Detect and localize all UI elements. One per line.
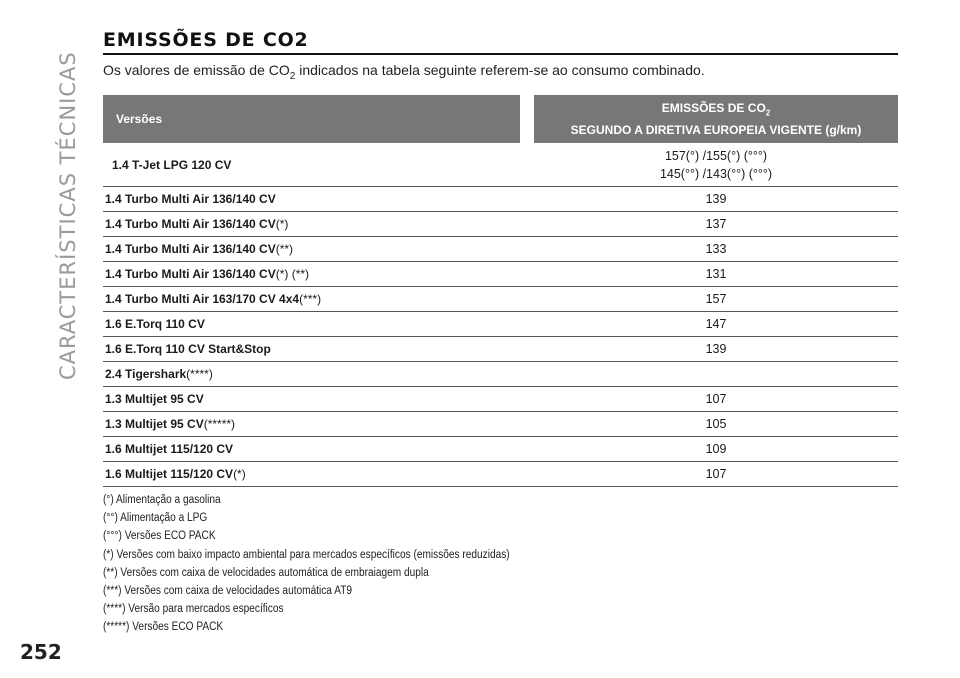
emission-cell — [520, 265, 898, 283]
header-emissions-line1 — [662, 100, 770, 121]
emission-cell — [520, 290, 898, 308]
version-name: 1.4 Turbo Multi Air 136/140 CV — [105, 267, 276, 281]
version-name: 1.6 Multijet 115/120 CV — [105, 467, 234, 481]
emission-cell — [520, 215, 898, 233]
emission-value: 107 — [705, 467, 727, 481]
emission-cell — [520, 190, 898, 208]
version-cell — [103, 417, 520, 431]
emission-cell — [520, 240, 898, 258]
version-cell — [103, 367, 520, 381]
version-note: (*) — [275, 217, 289, 231]
version-cell — [103, 392, 520, 406]
table-row — [103, 312, 898, 337]
emission-cell — [520, 390, 898, 408]
emission-value: 137 — [705, 217, 727, 231]
emission-value: 133 — [705, 242, 727, 256]
footnote: (°°°) Versões ECO PACK — [103, 530, 216, 543]
version-name: 1.4 Turbo Multi Air 136/140 CV — [105, 242, 276, 256]
version-cell — [103, 158, 520, 172]
emission-cell — [520, 315, 898, 333]
emission-value: 131 — [705, 267, 727, 281]
version-cell — [103, 192, 520, 206]
emission-cell — [520, 147, 898, 183]
header-emissions-line2: SEGUNDO A DIRETIVA EUROPEIA VIGENTE (g/km) — [570, 122, 862, 137]
version-name: 1.4 Turbo Multi Air 163/170 CV 4x4 — [105, 292, 300, 306]
version-cell — [103, 292, 520, 306]
table-row — [103, 362, 898, 387]
emission-value: 157(°) /155(°) (°°°) — [664, 148, 768, 163]
version-name: 1.3 Multijet 95 CV — [105, 392, 204, 406]
table-row — [103, 187, 898, 212]
version-cell — [103, 342, 520, 356]
table-body — [103, 143, 898, 487]
version-name: 1.6 E.Torq 110 CV Start&Stop — [105, 342, 271, 356]
emission-cell — [520, 340, 898, 358]
page-content — [103, 30, 898, 637]
intro-text — [103, 60, 898, 80]
version-note: (***) — [299, 292, 322, 306]
table-row — [103, 287, 898, 312]
version-cell — [103, 442, 520, 456]
table-row — [103, 412, 898, 437]
emission-value-2: 145(°°) /143(°°) (°°°) — [659, 166, 773, 181]
table-row — [103, 387, 898, 412]
version-note: (*) — [233, 467, 246, 481]
table-row — [103, 143, 898, 187]
emission-value: 139 — [705, 342, 727, 356]
chapter-side-title: CARACTERÍSTICAS TÉCNICAS — [56, 51, 80, 380]
version-cell — [103, 467, 520, 481]
version-note: (*****) — [203, 417, 236, 431]
version-name: 2.4 Tigershark — [105, 367, 187, 381]
version-cell — [103, 242, 520, 256]
emission-value: 147 — [705, 317, 727, 331]
version-cell — [103, 267, 520, 281]
footnote: (*) Versões com baixo impacto ambiental para mercados específicos (emissões reduzidas) — [103, 548, 510, 561]
footnote: (°°) Alimentação a LPG — [103, 512, 208, 525]
header-versions: Versões — [103, 95, 520, 143]
version-note: (****) — [186, 367, 213, 381]
header-emissions — [534, 95, 898, 143]
version-name: 1.4 T-Jet LPG 120 CV — [112, 157, 232, 172]
table-row — [103, 237, 898, 262]
version-cell — [103, 317, 520, 331]
version-name: 1.4 Turbo Multi Air 136/140 CV — [105, 217, 276, 231]
intro-text-subscript: 2 — [289, 70, 296, 82]
emission-value: 139 — [705, 192, 727, 206]
table-row — [103, 337, 898, 362]
table-row — [103, 212, 898, 237]
emissions-table — [103, 95, 898, 487]
header-emissions-text: EMISSÕES DE CO — [661, 101, 766, 116]
emission-value: 109 — [705, 442, 727, 456]
footnote: (*****) Versões ECO PACK — [103, 621, 224, 634]
version-cell — [103, 217, 520, 231]
version-name: 1.6 E.Torq 110 CV — [105, 317, 205, 331]
version-note: (**) — [275, 242, 294, 256]
emission-cell — [520, 415, 898, 433]
page-number: 252 — [20, 640, 62, 664]
intro-text-after: indicados na tabela seguinte referem-se ao consumo combinado. — [299, 62, 705, 78]
footnote: (°) Alimentação a gasolina — [103, 494, 221, 506]
intro-text-before: Os valores de emissão de CO — [103, 62, 290, 78]
emission-cell — [520, 465, 898, 483]
emission-value: 105 — [705, 417, 727, 431]
version-name: 1.4 Turbo Multi Air 136/140 CV — [105, 192, 276, 206]
footnote: (**) Versões com caixa de velocidades automática de embraiagem dupla — [103, 566, 429, 579]
table-row — [103, 262, 898, 287]
version-name: 1.3 Multijet 95 CV — [105, 417, 204, 431]
footnote: (****) Versão para mercados específicos — [103, 603, 284, 616]
section-title: EMISSÕES DE CO2 — [103, 30, 898, 55]
header-emissions-subscript: 2 — [765, 108, 771, 118]
table-row — [103, 437, 898, 462]
footnote: (***) Versões com caixa de velocidades automática AT9 — [103, 585, 353, 598]
table-row — [103, 462, 898, 487]
emission-value: 107 — [705, 392, 727, 406]
footnotes — [103, 491, 898, 637]
version-note: (*) (**) — [275, 267, 310, 281]
version-name: 1.6 Multijet 115/120 CV — [105, 442, 234, 456]
emission-value: 157 — [705, 292, 727, 306]
table-header — [103, 95, 898, 143]
emission-cell — [520, 440, 898, 458]
